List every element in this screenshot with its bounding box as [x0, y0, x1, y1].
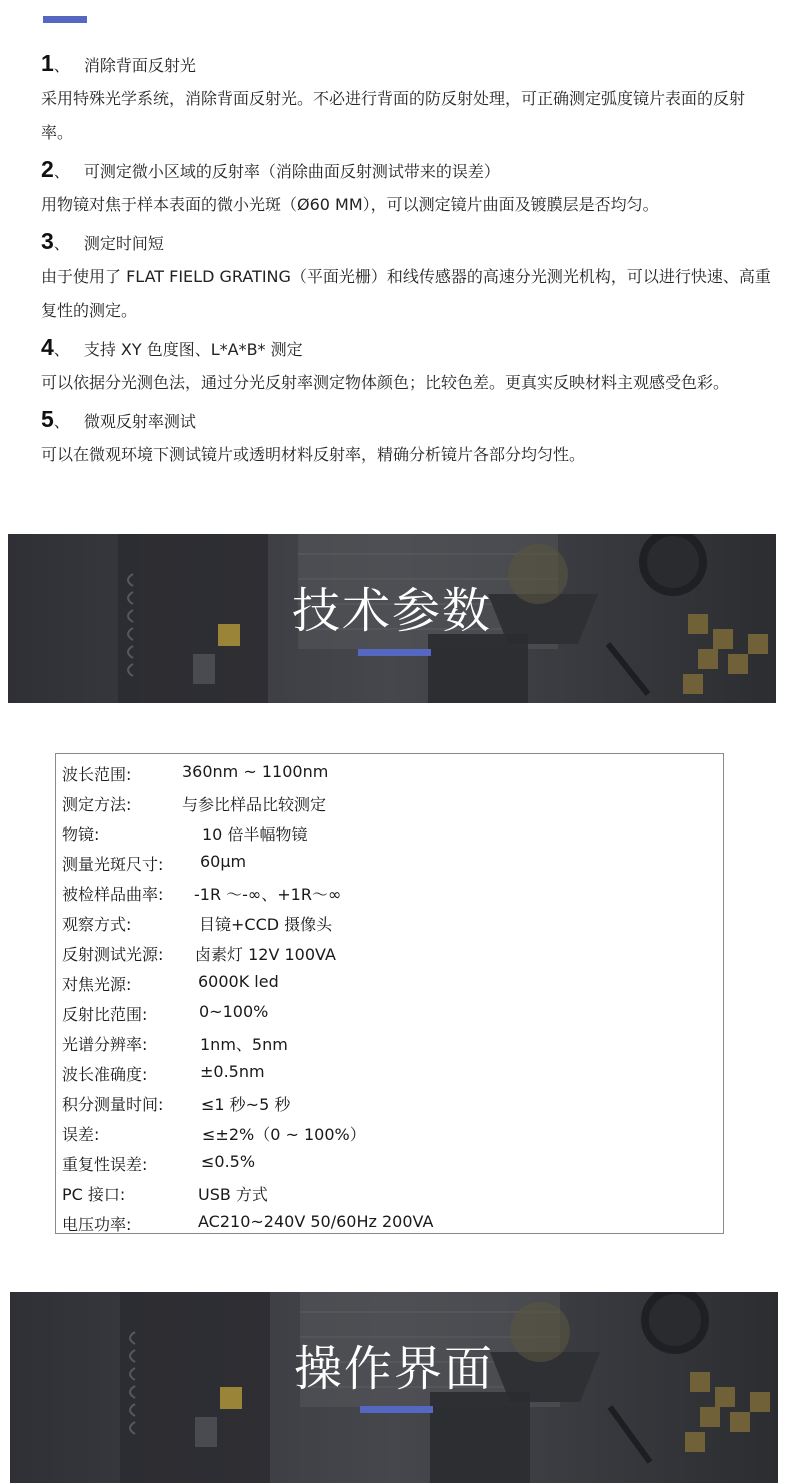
spec-row	[56, 817, 723, 847]
spec-value: 10 倍半幅物镜	[202, 825, 308, 844]
spec-label: 测定方法:	[62, 795, 132, 814]
spec-value: ≤±2%（0 ~ 100%）	[202, 1125, 366, 1144]
spec-label: 重复性误差:	[62, 1155, 148, 1174]
spec-row	[56, 757, 723, 787]
feature-title: 可测定微小区域的反射率（消除曲面反射测试带来的误差）	[83, 162, 500, 181]
feature-description: 采用特殊光学系统，消除背面反射光。不必进行背面的防反射处理，可正确测定弧度镜片表面的反射率。	[41, 89, 746, 142]
feature-title: 支持 XY 色度图、L*A*B* 测定	[83, 340, 303, 359]
spec-value: ≤0.5%	[201, 1152, 256, 1171]
feature-separator: 、	[53, 412, 70, 431]
spec-value: AC210~240V 50/60Hz 200VA	[198, 1212, 434, 1231]
spec-row	[56, 1087, 723, 1117]
feature-item	[41, 334, 771, 400]
spec-value: ±0.5nm	[200, 1062, 265, 1081]
feature-description: 由于使用了 FLAT FIELD GRATING（平面光栅）和线传感器的高速分光测光机构，可以进行快速、高重复性的测定。	[41, 267, 771, 320]
top-accent-bar	[43, 16, 87, 23]
spec-label: 波长准确度:	[62, 1065, 148, 1084]
feature-title: 微观反射率测试	[83, 412, 196, 431]
spec-row	[56, 1177, 723, 1207]
feature-number: 4	[41, 334, 54, 360]
spec-row	[56, 1117, 723, 1147]
spec-label: 观察方式:	[62, 915, 132, 934]
spec-label: 反射测试光源:	[62, 945, 164, 964]
feature-item	[41, 156, 771, 222]
spec-label: 物镜:	[62, 825, 100, 844]
spec-row	[56, 1027, 723, 1057]
spec-label: PC 接口:	[62, 1185, 126, 1204]
feature-description: 可以依据分光测色法，通过分光反射率测定物体颜色；比较色差。更真实反映材料主观感受色彩。	[41, 373, 730, 392]
spec-value: 60μm	[200, 852, 247, 871]
feature-number: 2	[41, 156, 54, 182]
feature-description: 用物镜对焦于样本表面的微小光斑（Ø60 MM），可以测定镜片曲面及镀膜层是否均匀。	[41, 195, 659, 214]
spec-row	[56, 1057, 723, 1087]
spec-value: 目镜+CCD 摄像头	[199, 915, 333, 934]
section-title: 操作界面	[293, 1341, 494, 1397]
spec-value: 6000K led	[198, 972, 279, 991]
section-banner-specs	[8, 534, 776, 703]
spec-row	[56, 967, 723, 997]
spec-label: 测量光斑尺寸:	[62, 855, 164, 874]
feature-item	[41, 406, 771, 472]
feature-title: 消除背面反射光	[83, 56, 196, 75]
feature-list	[41, 50, 771, 478]
spec-label: 对焦光源:	[62, 975, 132, 994]
spec-value: USB 方式	[198, 1185, 268, 1204]
feature-description: 可以在微观环境下测试镜片或透明材料反射率，精确分析镜片各部分均匀性。	[41, 445, 586, 464]
feature-number: 5	[41, 406, 54, 432]
spec-row	[56, 1207, 723, 1237]
section-banner-interface	[10, 1292, 778, 1483]
spec-value: 与参比样品比较测定	[182, 795, 327, 814]
spec-row	[56, 937, 723, 967]
spec-row	[56, 997, 723, 1027]
spec-row	[56, 787, 723, 817]
feature-title: 测定时间短	[83, 234, 164, 253]
feature-item	[41, 228, 771, 328]
spec-value: 1nm、5nm	[200, 1035, 288, 1054]
spec-value: 卤素灯 12V 100VA	[195, 945, 336, 964]
spec-value: 360nm ~ 1100nm	[182, 762, 329, 781]
spec-value: 0~100%	[199, 1002, 269, 1021]
feature-separator: 、	[53, 234, 70, 253]
spec-label: 光谱分辨率:	[62, 1035, 148, 1054]
feature-separator: 、	[53, 56, 70, 75]
spec-row	[56, 1147, 723, 1177]
spec-label: 电压功率:	[62, 1215, 132, 1234]
feature-number: 1	[41, 50, 54, 76]
section-title: 技术参数	[291, 583, 492, 639]
spec-value: ≤1 秒~5 秒	[201, 1095, 291, 1114]
title-accent-bar	[360, 1406, 433, 1413]
spec-label: 反射比范围:	[62, 1005, 148, 1024]
feature-separator: 、	[53, 162, 70, 181]
spec-row	[56, 877, 723, 907]
spec-table	[55, 753, 724, 1234]
feature-item	[41, 50, 771, 150]
spec-label: 误差:	[62, 1125, 100, 1144]
title-accent-bar	[358, 649, 431, 656]
spec-value: -1R ～-∞、+1R～∞	[194, 885, 342, 904]
feature-number: 3	[41, 228, 54, 254]
spec-row	[56, 907, 723, 937]
spec-label: 被检样品曲率:	[62, 885, 164, 904]
spec-row	[56, 847, 723, 877]
spec-label: 波长范围:	[62, 765, 132, 784]
spec-label: 积分测量时间:	[62, 1095, 164, 1114]
feature-separator: 、	[53, 340, 70, 359]
